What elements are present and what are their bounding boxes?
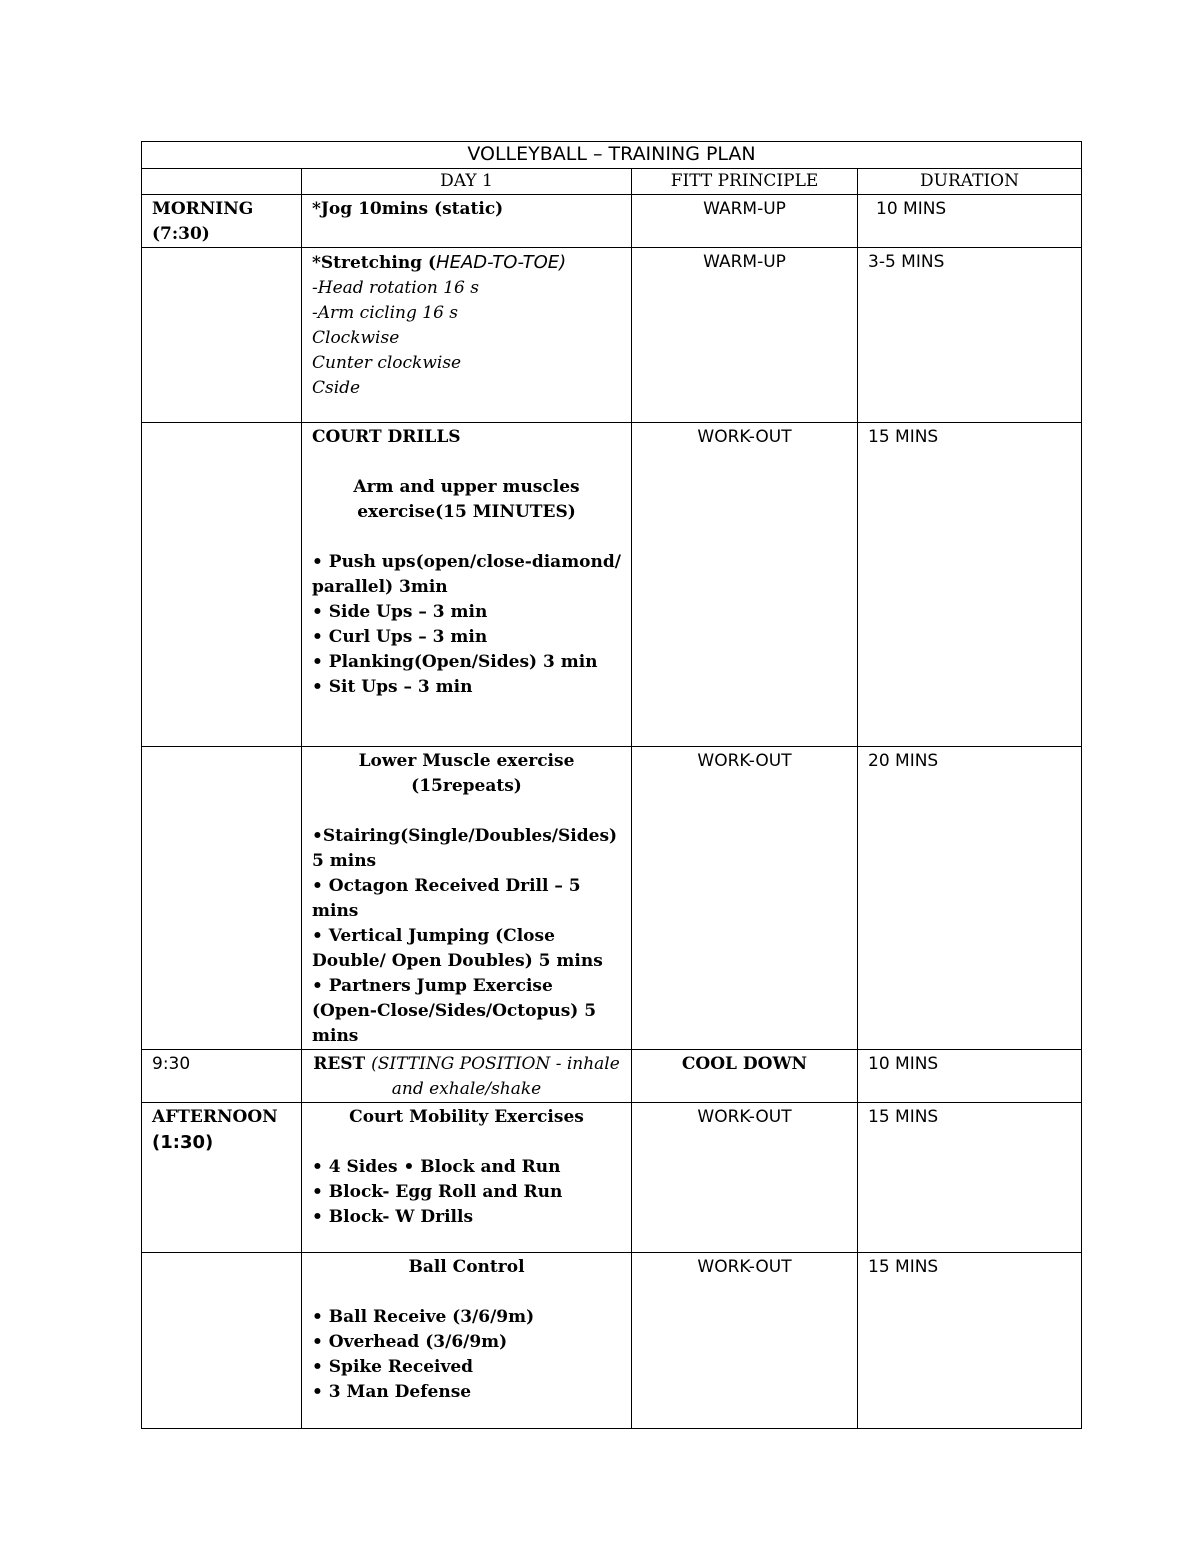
table-row bbox=[142, 195, 1082, 248]
duration-cell: 10 MINS bbox=[858, 195, 1082, 248]
fitt-cell: WORK-OUT bbox=[632, 423, 858, 747]
session-cell bbox=[142, 195, 302, 248]
list-item: •Stairing(Single/Doubles/Sides) 5 mins bbox=[312, 826, 618, 871]
activity-cell bbox=[302, 1253, 632, 1429]
list-item: • Ball Receive (3/6/9m) bbox=[312, 1307, 535, 1327]
table-row bbox=[142, 423, 1082, 747]
duration-cell: 3-5 MINS bbox=[858, 248, 1082, 423]
table-row bbox=[142, 1050, 1082, 1103]
table-row bbox=[142, 1103, 1082, 1253]
session-cell bbox=[142, 423, 302, 747]
title-row bbox=[142, 142, 1082, 169]
list-item: • Push ups(open/close-diamond/parallel) 3min bbox=[312, 552, 621, 597]
list-item: • Octagon Received Drill – 5 mins bbox=[312, 876, 581, 921]
list-item: -Arm cicling 16 s bbox=[312, 303, 459, 323]
header-session bbox=[142, 169, 302, 195]
activity-cell bbox=[302, 1103, 632, 1253]
duration-cell: 15 MINS bbox=[858, 1253, 1082, 1429]
session-cell bbox=[142, 747, 302, 1050]
list-item: • Block- W Drills bbox=[312, 1207, 474, 1227]
session-cell: 9:30 bbox=[142, 1050, 302, 1103]
duration-cell: 15 MINS bbox=[858, 1103, 1082, 1253]
list-item: • Sit Ups – 3 min bbox=[312, 677, 473, 697]
activity-heading: *Stretching ( bbox=[312, 253, 437, 273]
activity-heading: Court Mobility Exercises bbox=[349, 1107, 584, 1127]
header-duration: DURATION bbox=[858, 169, 1082, 195]
activity-cell bbox=[302, 248, 632, 423]
fitt-cell: WARM-UP bbox=[632, 195, 858, 248]
list-item: • Planking(Open/Sides) 3 min bbox=[312, 652, 598, 672]
activity-heading: REST bbox=[313, 1054, 372, 1074]
session-label: AFTERNOON bbox=[152, 1107, 278, 1127]
list-item: • Vertical Jumping (Close Double/ Open Doubles) 5 mins bbox=[312, 926, 603, 971]
session-cell bbox=[142, 1253, 302, 1429]
fitt-cell: WORK-OUT bbox=[632, 1253, 858, 1429]
activity-cell bbox=[302, 1050, 632, 1103]
list-item: -Head rotation 16 s bbox=[312, 278, 479, 298]
list-item: • 4 Sides • Block and Run bbox=[312, 1157, 561, 1177]
activity-detail: (SITTING POSITION - inhale and exhale/shake bbox=[371, 1054, 620, 1099]
table-row bbox=[142, 248, 1082, 423]
session-label: MORNING bbox=[152, 199, 254, 219]
session-time: (1:30) bbox=[152, 1132, 214, 1153]
duration-cell: 15 MINS bbox=[858, 423, 1082, 747]
header-fitt: FITT PRINCIPLE bbox=[632, 169, 858, 195]
duration-cell: 10 MINS bbox=[858, 1050, 1082, 1103]
activity-cell bbox=[302, 747, 632, 1050]
fitt-cell: WORK-OUT bbox=[632, 747, 858, 1050]
header-day: DAY 1 bbox=[302, 169, 632, 195]
list-item: • 3 Man Defense bbox=[312, 1382, 472, 1402]
duration-cell: 20 MINS bbox=[858, 747, 1082, 1050]
activity-heading: COURT DRILLS bbox=[312, 427, 461, 447]
list-item: • Partners Jump Exercise (Open-Close/Sides/Octopus) 5 mins bbox=[312, 976, 597, 1046]
list-item: • Spike Received bbox=[312, 1357, 474, 1377]
list-item: • Side Ups – 3 min bbox=[312, 602, 488, 622]
header-row bbox=[142, 169, 1082, 195]
activity-heading: Lower Muscle exercise (15repeats) bbox=[358, 751, 575, 796]
session-time: (7:30) bbox=[152, 224, 210, 244]
session-cell bbox=[142, 1103, 302, 1253]
list-item: Cunter clockwise bbox=[312, 353, 462, 373]
list-item: • Block- Egg Roll and Run bbox=[312, 1182, 563, 1202]
plan-title: VOLLEYBALL – TRAINING PLAN bbox=[142, 142, 1082, 169]
session-cell bbox=[142, 248, 302, 423]
fitt-cell: COOL DOWN bbox=[632, 1050, 858, 1103]
activity-cell bbox=[302, 423, 632, 747]
fitt-cell: WORK-OUT bbox=[632, 1103, 858, 1253]
list-item: • Overhead (3/6/9m) bbox=[312, 1332, 508, 1352]
list-item: Cside bbox=[312, 378, 361, 398]
list-item: • Curl Ups – 3 min bbox=[312, 627, 488, 647]
activity-heading: Ball Control bbox=[408, 1257, 525, 1277]
table-row bbox=[142, 747, 1082, 1050]
fitt-cell: WARM-UP bbox=[632, 248, 858, 423]
activity-heading-sub: HEAD-TO-TOE) bbox=[436, 252, 567, 273]
activity-cell bbox=[302, 195, 632, 248]
activity-heading: *Jog 10mins (static) bbox=[312, 199, 504, 219]
activity-subheading: Arm and upper muscles exercise(15 MINUTES) bbox=[353, 477, 580, 522]
table-row bbox=[142, 1253, 1082, 1429]
list-item: Clockwise bbox=[312, 328, 400, 348]
training-plan-table bbox=[141, 141, 1082, 1429]
